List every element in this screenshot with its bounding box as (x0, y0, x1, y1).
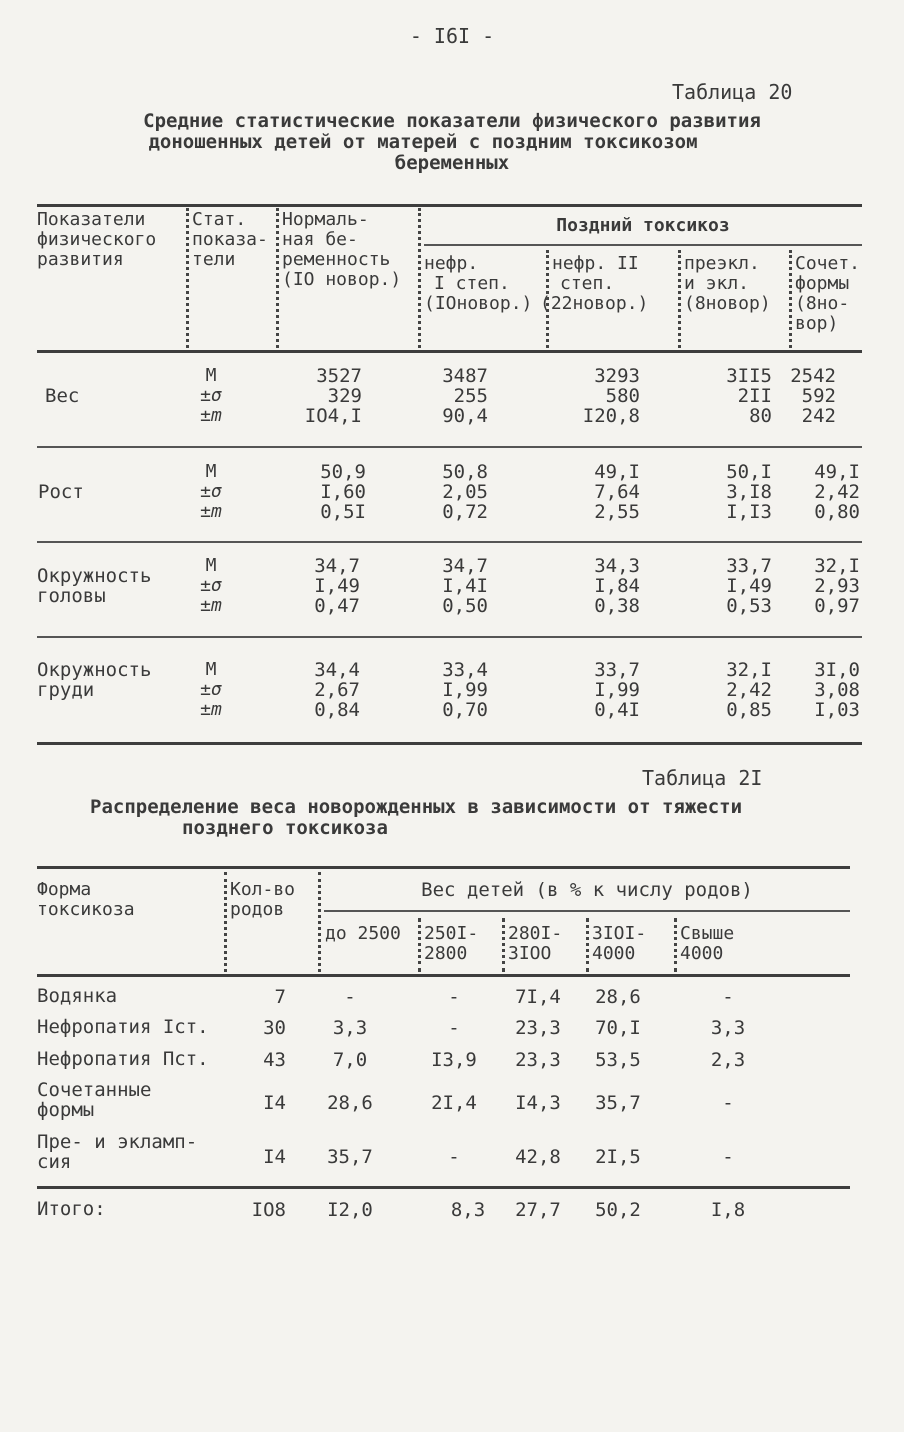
cell-normal: 50,9 I,60 0,5I (320, 461, 366, 523)
row-rule (37, 541, 862, 543)
cell-w3: 23,3 (515, 1049, 561, 1071)
row-label-chest: Окружность груди (37, 659, 152, 701)
cell-combined: 3I,0 3,08 I,03 (814, 659, 860, 721)
cell-w2: 2I,4 (431, 1092, 477, 1114)
table-20-header-rule (37, 350, 862, 353)
total-count: IO8 (251, 1199, 286, 1221)
cell-count: 43 (263, 1049, 286, 1071)
cell-w1: - (344, 986, 356, 1008)
header-preecl: преэкл. и экл. (8новор) (684, 253, 771, 314)
cell-w2: I3,9 (431, 1049, 477, 1071)
table-21-header-rule (37, 974, 850, 977)
cell-combined: 2542 592 242 (790, 365, 836, 427)
cell-combined: 32,I 2,93 0,97 (814, 555, 860, 617)
table-20-label: Таблица 20 (672, 80, 793, 104)
table-20-title (0, 111, 904, 174)
total-w3: 27,7 (515, 1199, 561, 1221)
cell-count: 7 (274, 986, 286, 1008)
table-row-form: Нефропатия Iст. (37, 1016, 209, 1038)
cell-w4: 70,I (595, 1017, 641, 1039)
title-line: Средние статистические показатели физического развития (143, 110, 761, 132)
separator (586, 918, 589, 972)
cell-preecl: 33,7 I,49 0,53 (726, 555, 772, 617)
stat-symbols: М ±σ ±m (200, 659, 222, 720)
separator (276, 208, 279, 348)
cell-nephro2: 34,3 I,84 0,38 (594, 555, 640, 617)
cell-normal: 3527 329 IO4,I (304, 365, 362, 427)
header-count: Кол-во родов (230, 879, 296, 920)
cell-nephro1: 50,8 2,05 0,72 (442, 461, 488, 523)
title-line: беременных (394, 152, 510, 174)
cell-preecl: 50,I 3,I8 I,I3 (726, 461, 772, 523)
stat-symbols: М ±σ ±m (200, 365, 222, 426)
cell-w4: 2I,5 (595, 1146, 641, 1168)
cell-w3: I4,3 (515, 1092, 561, 1114)
header-w5: Свыше 4000 (680, 923, 735, 964)
cell-count: I4 (263, 1092, 286, 1114)
cell-w2: - (448, 1146, 460, 1168)
header-w1: до 2500 (325, 923, 401, 944)
stat-symbols: М ±σ ±m (200, 461, 222, 522)
cell-combined: 49,I 2,42 0,80 (814, 461, 860, 523)
row-rule (37, 636, 862, 638)
cell-w5: - (722, 1146, 734, 1168)
table-21-top-rule (37, 866, 850, 869)
cell-normal: 34,7 I,49 0,47 (314, 555, 360, 617)
row-label-height: Рост (38, 481, 84, 503)
cell-w3: 42,8 (515, 1146, 561, 1168)
table-row-form: Сочетанные формы (37, 1079, 152, 1121)
cell-w5: 2,3 (710, 1049, 746, 1071)
cell-preecl: 3II5 2II 80 (726, 365, 772, 427)
cell-w4: 53,5 (595, 1049, 641, 1071)
separator (224, 872, 227, 972)
late-toxicosis-rule (424, 244, 862, 246)
separator (318, 872, 321, 972)
row-label-head: Окружность головы (37, 565, 152, 607)
cell-w1: 28,6 (327, 1092, 373, 1114)
cell-w1: 35,7 (327, 1146, 373, 1168)
cell-nephro2: 33,7 I,99 0,4I (594, 659, 640, 721)
stat-symbols: М ±σ ±m (200, 555, 222, 616)
cell-nephro1: 3487 255 90,4 (442, 365, 488, 427)
header-w2: 250I- 2800 (424, 923, 479, 964)
header-combined: Сочет. формы (8но- вор) (795, 253, 861, 334)
table-21-total-rule (37, 1186, 850, 1189)
cell-nephro1: 34,7 I,4I 0,50 (442, 555, 488, 617)
cell-nephro1: 33,4 I,99 0,70 (442, 659, 488, 721)
header-form: Форма токсикоза (37, 879, 135, 920)
title-line: доношенных детей от матерей с поздним токсикозом (148, 131, 698, 153)
cell-w3: 23,3 (515, 1017, 561, 1039)
table-21-title (90, 797, 742, 839)
cell-w5: - (722, 986, 734, 1008)
page-number: - I6I - (409, 24, 495, 48)
header-weight-group: Вес детей (в % к числу родов) (421, 879, 753, 901)
cell-nephro2: 49,I 7,64 2,55 (594, 461, 640, 523)
header-nephro1: нефр. I степ. (IOновор.) (424, 253, 533, 314)
total-w5: I,8 (710, 1199, 746, 1221)
separator (418, 208, 421, 348)
total-label: Итого: (37, 1198, 106, 1220)
cell-w5: - (722, 1092, 734, 1114)
header-normal: Нормаль- ная бе- ременность (IO новор.) (282, 209, 402, 290)
row-label-weight: Вес (45, 385, 80, 407)
separator (674, 918, 677, 972)
total-w1: I2,0 (327, 1199, 373, 1221)
header-indicator: Показатели физического развития (37, 209, 157, 270)
cell-w4: 28,6 (595, 986, 641, 1008)
separator (502, 918, 505, 972)
weight-group-rule (324, 910, 850, 912)
separator (546, 250, 549, 348)
title-line: Распределение веса новорожденных в зависимости от тяжести (90, 796, 743, 818)
table-20-bottom-rule (37, 742, 862, 745)
table-row-form: Водянка (37, 985, 118, 1007)
separator (186, 208, 189, 348)
table-row-form: Пре- и экламп- сия (37, 1131, 198, 1173)
table-row-form: Нефропатия Пст. (37, 1048, 209, 1070)
title-line: позднего токсикоза (182, 817, 388, 839)
header-w4: 3IOI- 4000 (592, 923, 647, 964)
table-21-label: Таблица 2I (642, 766, 763, 790)
cell-w4: 35,7 (595, 1092, 641, 1114)
cell-w1: 3,3 (332, 1017, 368, 1039)
cell-normal: 34,4 2,67 0,84 (314, 659, 360, 721)
table-20-top-rule (37, 204, 862, 207)
row-rule (37, 446, 862, 448)
cell-count: 30 (263, 1017, 286, 1039)
cell-w2: - (448, 1017, 460, 1039)
header-nephro2: нефр. II степ. (22новор.) (540, 253, 649, 314)
separator (789, 250, 792, 348)
cell-w5: 3,3 (710, 1017, 746, 1039)
separator (418, 918, 421, 972)
cell-preecl: 32,I 2,42 0,85 (726, 659, 772, 721)
header-w3: 280I- 3IOO (508, 923, 563, 964)
cell-w3: 7I,4 (515, 986, 561, 1008)
separator (678, 250, 681, 348)
cell-w2: - (448, 986, 460, 1008)
cell-count: I4 (263, 1146, 286, 1168)
header-stat: Стат. показа- тели (192, 209, 268, 270)
total-w2: 8,3 (450, 1199, 486, 1221)
cell-w1: 7,0 (332, 1049, 368, 1071)
cell-nephro2: 3293 580 I20,8 (582, 365, 640, 427)
header-late-toxicosis: Поздний токсикоз (556, 215, 730, 236)
total-w4: 50,2 (595, 1199, 641, 1221)
